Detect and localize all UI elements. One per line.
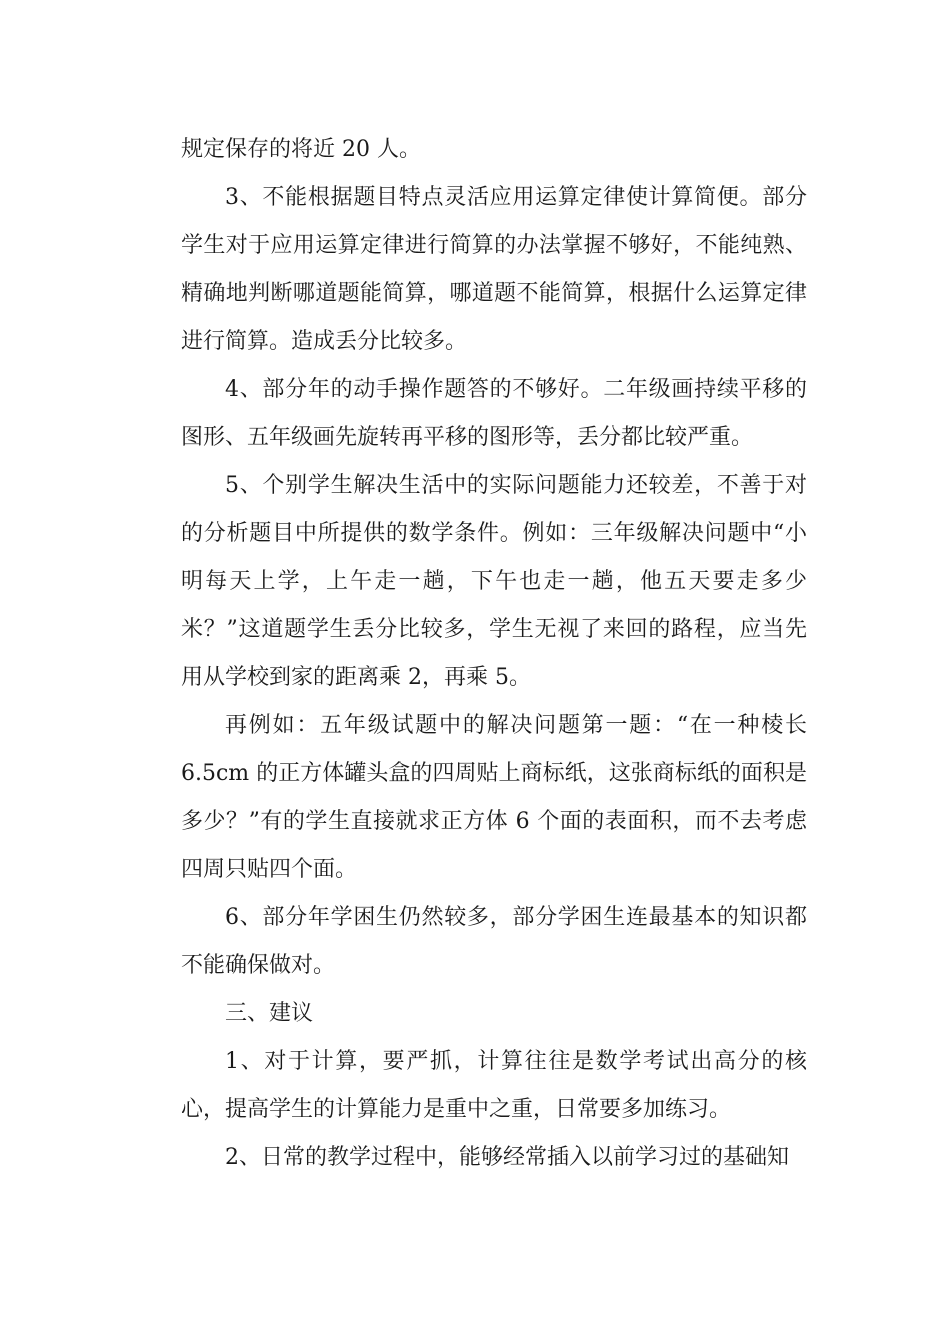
document-body [181,126,807,1182]
paragraph-suggestion-1: 1、对于计算，要严抓，计算往往是数学考试出高分的核心，提高学生的计算能力是重中之重，日常要多加练习。 [181,1049,807,1122]
paragraph-item-5: 5、个别学生解决生活中的实际问题能力还较差，不善于对的分析题目中所提供的数学条件。例如：三年级解决问题中“小明每天上学，上午走一趟，下午也走一趟，他五天要走多少米？”这道题学生丢分比较多，学生无视了来回的路程，应当先用从学校到家的距离乘 2，再乘 5。 [181,473,807,690]
paragraph-item-3: 3、不能根据题目特点灵活应用运算定律使计算简便。部分学生对于应用运算定律进行简算的办法掌握不够好，不能纯熟、精确地判断哪道题能简算，哪道题不能简算，根据什么运算定律进行简算。造成丢分比较多。 [181,185,807,354]
paragraph-example-2: 再例如：五年级试题中的解决问题第一题：“在一种棱长 6.5cm 的正方体罐头盒的四周贴上商标纸，这张商标纸的面积是多少？”有的学生直接就求正方体 6 个面的表面积，而不去考虑四周只贴四个面。 [181,713,807,882]
paragraph-suggestion-2: 2、日常的教学过程中，能够经常插入以前学习过的基础知 [225,1145,789,1170]
paragraph-item-4: 4、部分年的动手操作题答的不够好。二年级画持续平移的图形、五年级画先旋转再平移的图形等，丢分都比较严重。 [181,377,807,450]
paragraph-continuation: 规定保存的将近 20 人。 [181,137,421,162]
paragraph-item-6: 6、部分年学困生仍然较多，部分学困生连最基本的知识都不能确保做对。 [181,905,807,978]
section-heading-suggestions: 三、建议 [225,1001,314,1026]
